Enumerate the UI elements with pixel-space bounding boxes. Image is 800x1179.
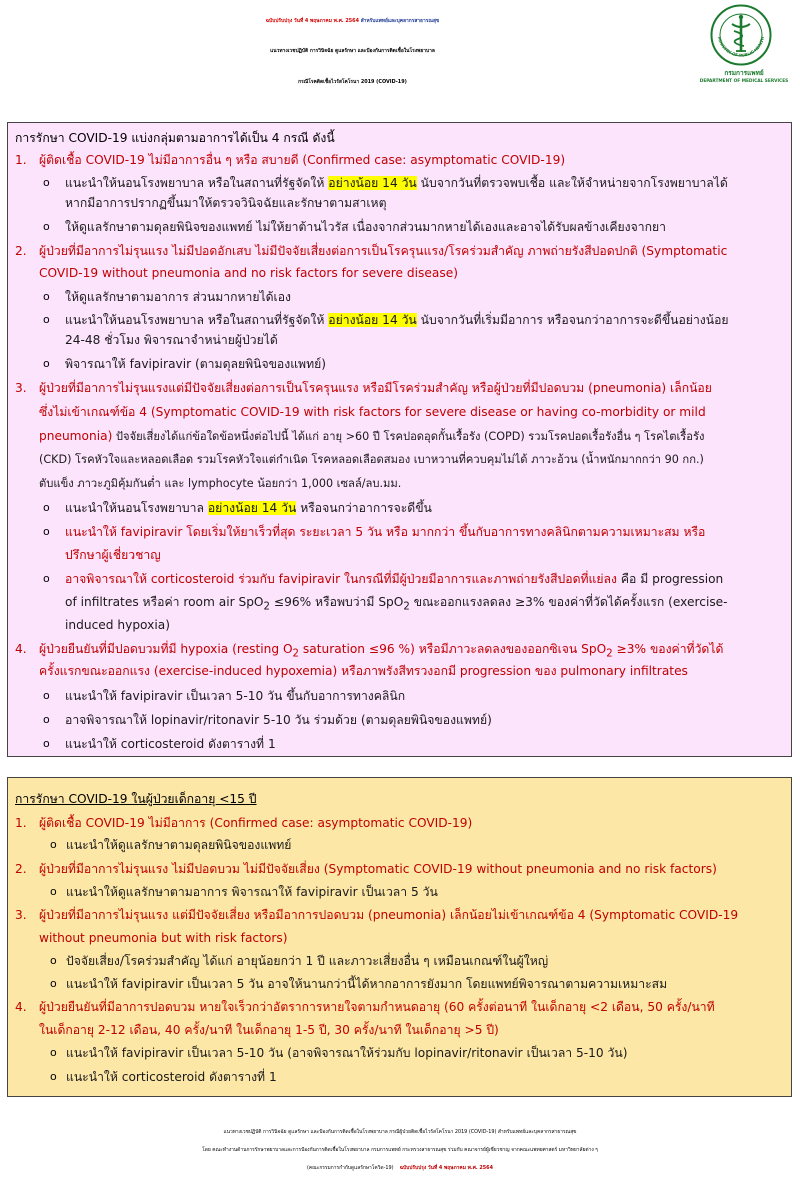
list-item: แนะนำให้ดูแลรักษาตามดุลยพินิจของแพทย์ [66, 838, 292, 852]
list-item: แนะนำให้ favipiravir โดยเริ่มให้ยาเร็วที่สุด ระยะเวลา 5 วัน หรือ มากกว่า ขึ้นกับอาการทางคลินิกตามความเหมาะสม หรือ [65, 525, 706, 539]
case-heading: ผู้ป่วยที่มีอาการไม่รุนแรงแต่มีปัจจัยเสี่ยงต่อการเป็นโรครุนแรง หรือมีโรคร่วมสำคัญ หรือผู้ป่วยที่มีปอดบวม (pneumonia) เล็กน้อย [39, 381, 712, 395]
footer-line [0, 1164, 800, 1172]
case-heading: ผู้ป่วยที่มีอาการไม่รุนแรง ไม่มีปอดอักเสบ ไม่มีปัจจัยเสี่ยงต่อการเป็นโรครุนแรง/โรคร่วมสำคัญ ภาพถ่ายรังสีปอดปกติ (Symptomatic [39, 244, 728, 258]
bullet-icon: o [43, 572, 50, 585]
dms-logo [698, 4, 790, 92]
list-item-continued: of infiltrates หรือค่า room air SpO$_2$ ≤96% หรือพบว่ามี SpO$_2$ ขณะออกแรงลดลง ≥3% ของค่าที่วัดได้ครั้งแรก (exercise- [65, 595, 728, 613]
list-item-continued: ปรึกษาผู้เชี่ยวชาญ [65, 548, 161, 562]
bullet-icon: o [50, 1070, 57, 1083]
case-heading: ผู้ป่วยยืนยันที่มีอาการปอดบวม หายใจเร็วกว่าอัตราการหายใจตามกำหนดอายุ (60 ครั้งต่อนาที ในเด็กอายุ <2 เดือน, 50 ครั้ง/นาที [39, 1000, 715, 1014]
list-item: ให้ดูแลรักษาตามอาการ ส่วนมากหายได้เอง [65, 290, 291, 304]
footer-line: โดย คณะทำงานด้านการรักษาพยาบาลและการป้องกันการติดเชื้อในโรงพยาบาล กรมการแพทย์ กระทรวงสาธารณสุข ร่วมกับ คณาจารย์ผู้เชี่ยวชาญ จากคณะแพทยศาสตร์ มหาวิทยาลัยต่าง ๆ [202, 1147, 598, 1153]
case-heading: ผู้ติดเชื้อ COVID-19 ไม่มีอาการอื่น ๆ หรือ สบายดี (Confirmed case: asymptomatic COVID-19) [39, 153, 566, 167]
footer-line: แนวทางเวชปฏิบัติ การวินิจฉัย ดูแลรักษา และป้องกันการติดเชื้อในโรงพยาบาล กรณีผู้ป่วยติดเชื้อไวรัสโคโรนา 2019 (COVID-19) สำหรับแพทย์และบุคลากรสาธารณสุข [223, 1129, 577, 1135]
bullet-icon: o [43, 290, 50, 303]
bullet-icon: o [50, 885, 57, 898]
list-item: ให้ดูแลรักษาตามดุลยพินิจของแพทย์ ไม่ให้ยาต้านไวรัส เนื่องจากส่วนมากหายได้เองและอาจได้รับผลข้างเคียงจากยา [65, 220, 666, 234]
case-heading-continued: ครั้งแรกขณะออกแรง (exercise-induced hypoxemia) หรือภาพรังสีทรวงอกมี progression ของ pulmonary infiltrates [39, 664, 688, 678]
adult-treatment-box [7, 122, 792, 757]
risk-factors-text: (CKD) โรคหัวใจและหลอดเลือด รวมโรคหัวใจแต่กำเนิด โรคหลอดเลือดสมอง เบาหวานที่ควบคุมไม่ได้ ภาวะอ้วน (น้ำหนักมากกว่า 90 กก.) [39, 453, 704, 466]
bullet-icon: o [43, 357, 50, 370]
bullet-icon: o [50, 977, 57, 990]
bullet-icon: o [43, 313, 50, 326]
revision-date: ฉบับปรับปรุง วันที่ 4 พฤษภาคม พ.ศ. 2564 [265, 18, 359, 24]
case-heading-continued: without pneumonia but with risk factors) [39, 931, 288, 945]
list-item: แนะนำให้ corticosteroid ดังตารางที่ 1 [65, 737, 276, 751]
case-number: 1. [15, 153, 27, 167]
case-heading-continued: ซึ่งไม่เข้าเกณฑ์ข้อ 4 (Symptomatic COVID-19 with risk factors for severe disease or having co-morbidity or mild [39, 405, 706, 419]
highlight-duration: อย่างน้อย 14 วัน [328, 176, 417, 190]
bullet-icon: o [50, 838, 57, 851]
case-heading: ผู้ติดเชื้อ COVID-19 ไม่มีอาการ (Confirmed case: asymptomatic COVID-19) [39, 816, 473, 830]
list-item: แนะนำให้ favipiravir เป็นเวลา 5-10 วัน ขึ้นกับอาการทางคลินิก [65, 689, 406, 703]
case-number: 2. [15, 244, 27, 258]
bullet-icon: o [43, 525, 50, 538]
footer-revision: ฉบับปรับปรุง วันที่ 4 พฤษภาคม พ.ศ. 2564 [399, 1165, 493, 1171]
case-heading: ผู้ป่วยที่มีอาการไม่รุนแรง ไม่มีปอดบวม ไม่มีปัจจัยเสี่ยง (Symptomatic COVID-19 without pneumonia and no risk factors) [39, 862, 717, 876]
bullet-icon: o [43, 713, 50, 726]
list-item: แนะนำให้นอนโรงพยาบาล หรือในสถานที่รัฐจัดให้ อย่างน้อย 14 วัน นับจากวันที่ตรวจพบเชื้อ และให้จำหน่ายจากโรงพยาบาลได้ [65, 176, 728, 190]
list-item: แนะนำให้นอนโรงพยาบาล อย่างน้อย 14 วัน หรือจนกว่าอาการจะดีขึ้น [65, 501, 432, 515]
case-heading: ผู้ป่วยที่มีอาการไม่รุนแรง แต่มีปัจจัยเสี่ยง หรือมีอาการปอดบวม (pneumonia) เล็กน้อยไม่เข้าเกณฑ์ข้อ 4 (Symptomatic COVID-19 [39, 908, 739, 922]
footer-committee: (คณะกรรมการกำกับดูแลรักษาโควิด-19) [307, 1165, 394, 1171]
list-item: แนะนำให้นอนโรงพยาบาล หรือในสถานที่รัฐจัดให้ อย่างน้อย 14 วัน นับจากวันที่เริ่มมีอาการ หรือจนกว่าอาการจะดีขึ้นอย่างน้อย [65, 313, 729, 327]
list-item: แนะนำให้ดูแลรักษาตามอาการ พิจารณาให้ favipiravir เป็นเวลา 5 วัน [66, 885, 438, 899]
case-heading-continued: COVID-19 without pneumonia and no risk factors for severe disease) [39, 266, 458, 280]
bullet-icon: o [50, 1046, 57, 1059]
list-item: อาจพิจารณาให้ corticosteroid ร่วมกับ favipiravir ในกรณีที่มีผู้ป่วยมีอาการและภาพถ่ายรังสีปอดที่แย่ลง คือ มี progression [65, 572, 724, 586]
logo-name-english: DEPARTMENT OF MEDICAL SERVICES [699, 79, 789, 84]
highlight-duration: อย่างน้อย 14 วัน [328, 313, 417, 327]
list-item: ปัจจัยเสี่ยง/โรคร่วมสำคัญ ได้แก่ อายุน้อยกว่า 1 ปี และภาวะเสี่ยงอื่น ๆ เหมือนเกณฑ์ในผู้ใหญ่ [66, 954, 549, 968]
bullet-icon: o [43, 176, 50, 189]
list-item: แนะนำให้ favipiravir เป็นเวลา 5 วัน อาจให้นานกว่านี้ได้หากอาการยังมาก โดยแพทย์พิจารณาตามความเหมาะสม [66, 977, 668, 991]
list-item: อาจพิจารณาให้ lopinavir/ritonavir 5-10 วัน ร่วมด้วย (ตามดุลยพินิจของแพทย์) [65, 713, 492, 727]
bullet-icon: o [43, 501, 50, 514]
case-heading-continued: pneumonia) ปัจจัยเสี่ยงได้แก่ข้อใดข้อหนึ่งต่อไปนี้ ได้แก่ อายุ >60 ปี โรคปอดอุดกั้นเรื้อรัง (COPD) รวมโรคปอดเรื้อรังอื่น ๆ โรคไตเรื้อรัง [39, 429, 705, 443]
bullet-icon: o [43, 689, 50, 702]
case-number: 4. [15, 642, 27, 656]
risk-factors-text: ตับแข็ง ภาวะภูมิคุ้มกันต่ำ และ lymphocyte น้อยกว่า 1,000 เซลล์/ลบ.มม. [39, 477, 402, 490]
medical-seal-icon [710, 4, 772, 66]
case-heading: ผู้ป่วยยืนยันที่มีปอดบวมที่มี hypoxia (resting $O_2$ saturation ≤96 %) หรือมีภาวะลดลงของออกซิเจน SpO$_2$ ≥3% ของค่าที่วัดได้ [39, 642, 724, 660]
seal-text: MINISTRY OF PUBLIC HEALTH [716, 36, 766, 58]
case-heading-continued: ในเด็กอายุ 2-12 เดือน, 40 ครั้ง/นาที ในเด็กอายุ 1-5 ปี, 30 ครั้ง/นาที ในเด็กอายุ >5 ปี) [39, 1023, 499, 1037]
case-number: 1. [15, 816, 27, 830]
case-number: 4. [15, 1000, 27, 1014]
document-header [0, 0, 800, 112]
bullet-icon: o [43, 220, 50, 233]
list-item: แนะนำให้ favipiravir เป็นเวลา 5-10 วัน (อาจพิจารณาให้ร่วมกับ lopinavir/ritonavir เป็นเวลา 5-10 วัน) [66, 1046, 628, 1060]
case-number: 3. [15, 908, 27, 922]
case-number: 2. [15, 862, 27, 876]
logo-name-thai: กรมการแพทย์ [724, 69, 764, 77]
adult-section-title: การรักษา COVID-19 แบ่งกลุ่มตามอาการได้เป็น 4 กรณี ดังนี้ [15, 131, 335, 145]
bullet-icon: o [43, 737, 50, 750]
revision-line [0, 17, 705, 25]
document-title: แนวทางเวชปฏิบัติ การวินิจฉัย ดูแลรักษา และป้องกันการติดเชื้อในโรงพยาบาล [270, 48, 435, 54]
list-item-continued: 24-48 ชั่วโมง พิจารณาจำหน่ายผู้ป่วยได้ [65, 333, 278, 347]
list-item-continued: induced hypoxia) [65, 618, 170, 632]
audience-label: สำหรับแพทย์และบุคลากรสาธารณสุข [360, 18, 440, 24]
pediatric-treatment-box [7, 777, 792, 1097]
case-number: 3. [15, 381, 27, 395]
highlight-duration: อย่างน้อย 14 วัน [207, 501, 297, 515]
pediatric-section-title: การรักษา COVID-19 ในผู้ป่วยเด็กอายุ <15 ปี [15, 792, 257, 806]
list-item: พิจารณาให้ favipiravir (ตามดุลยพินิจของแพทย์) [65, 357, 327, 371]
list-item: แนะนำให้ corticosteroid ดังตารางที่ 1 [66, 1070, 277, 1084]
list-item-continued: หากมีอาการปรากฏขึ้นมาให้ตรวจวินิจฉัยและรักษาตามสาเหตุ [65, 196, 387, 210]
bullet-icon: o [50, 954, 57, 967]
document-subtitle: กรณีโรคติดเชื้อไวรัสโคโรนา 2019 (COVID-19) [298, 79, 407, 85]
risk-factors-text: ปัจจัยเสี่ยงได้แก่ข้อใดข้อหนึ่งต่อไปนี้ ได้แก่ อายุ >60 ปี โรคปอดอุดกั้นเรื้อรัง (COPD) รวมโรคปอดเรื้อรังอื่น ๆ โรคไตเรื้อรัง [112, 430, 705, 443]
